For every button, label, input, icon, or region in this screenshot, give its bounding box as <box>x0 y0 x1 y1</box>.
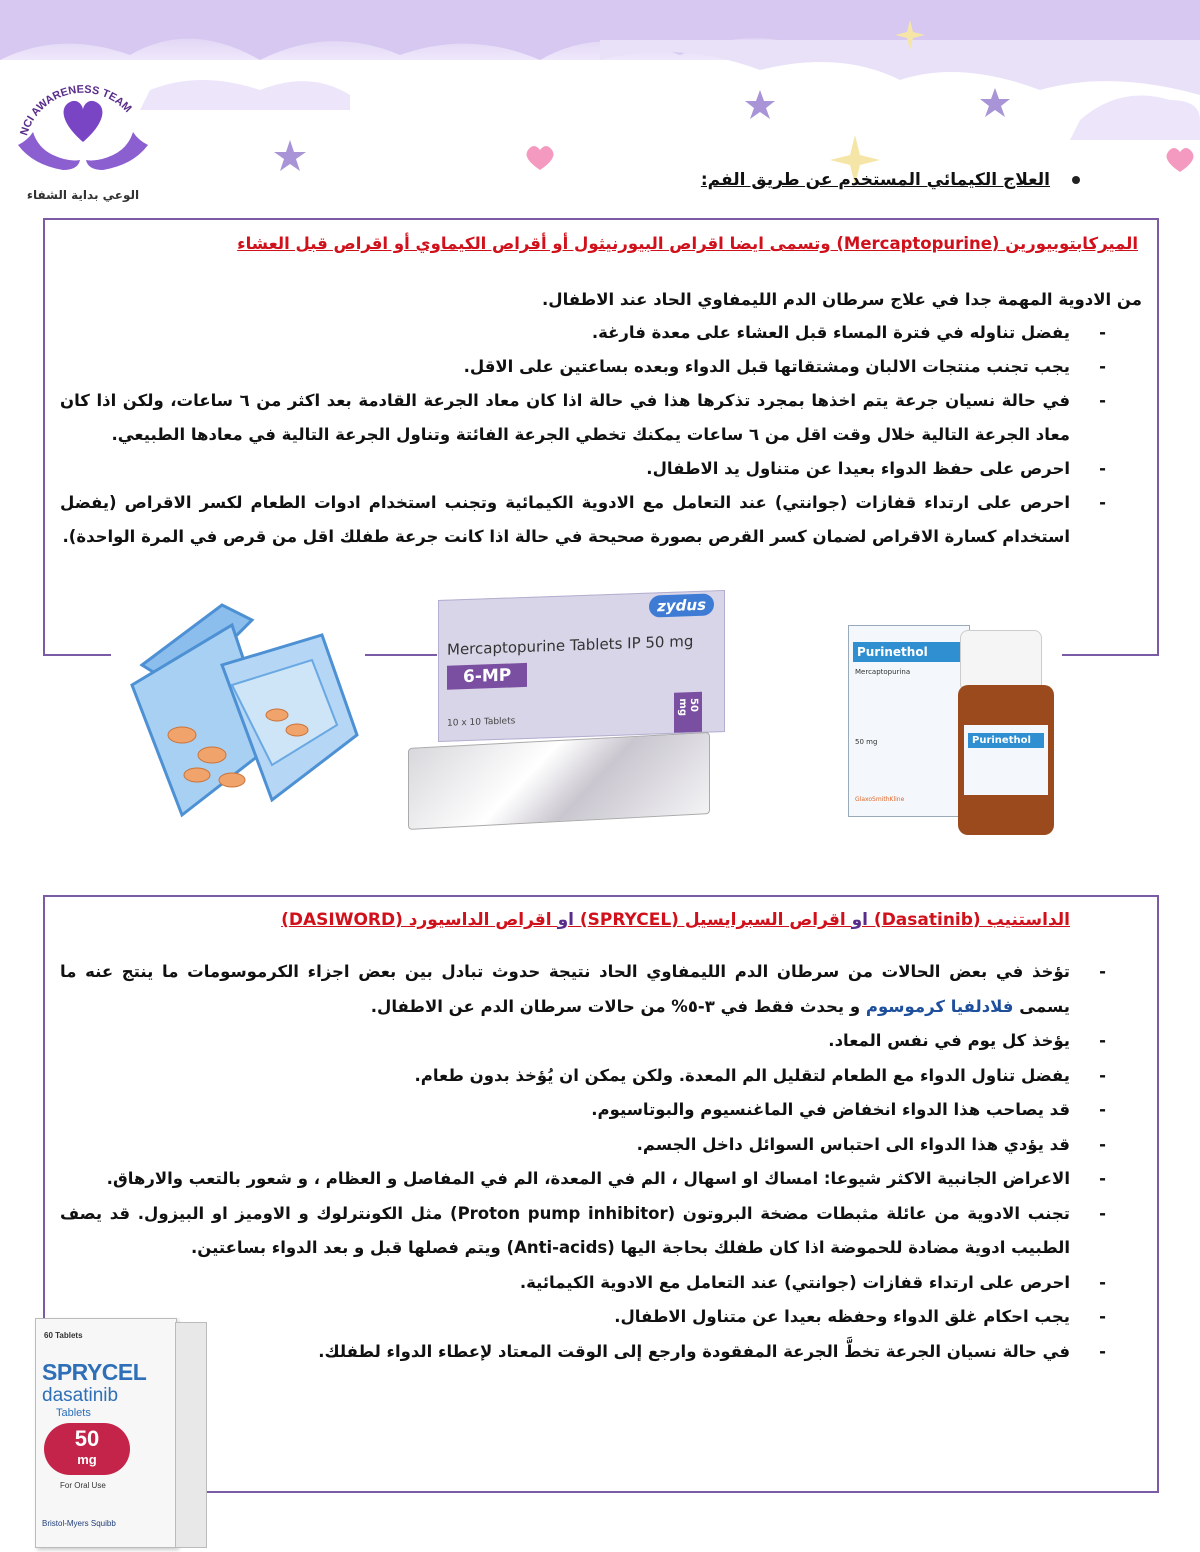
list-item: - احرص على ارتداء قفازات (جوانتي) عند التعامل مع الادوية الكيمائية وتجنب استخدام ادوات الطعام لكسر الاقراص (يفضل استخدام كسارة الاقراص لضمان كسر القرص بصورة صحيحة في حالة اذا كانت جرعة طفلك اقل من قرص في المرة الواحدة). <box>60 493 1106 546</box>
frame-line <box>43 654 111 656</box>
hand-icon <box>86 132 148 170</box>
nci-logo <box>8 70 158 210</box>
pack-count: 10 x 10 Tablets <box>447 716 516 729</box>
logo-subtitle: الوعي بداية الشفاء <box>26 188 140 202</box>
box-brand: SPRYCEL <box>42 1359 147 1385</box>
mercaptopurine-pack-image <box>408 590 718 830</box>
list-item: - يفضل تناوله في فترة المساء قبل العشاء على معدة فارغة. <box>591 323 1106 342</box>
section1-list <box>60 316 1106 554</box>
bottle-cap <box>960 630 1042 692</box>
bullet-icon <box>1072 176 1080 184</box>
blister-strip <box>408 732 710 830</box>
purinethol-image: Purinethol Mercaptopurina 50 mg GlaxoSmithKline Purinethol <box>848 620 1058 840</box>
list-item: - قد يؤدي هذا الدواء الى احتباس السوائل داخل الجسم. <box>636 1134 1106 1154</box>
section1-title: الميركابتوبيورين (Mercaptopurine) وتسمى ايضا اقراص البيورنيثول أو أقراص الكيماوي أو اقراص قبل العشاء <box>237 234 1138 253</box>
bottle-body: Purinethol <box>958 685 1054 835</box>
pack-name: Mercaptopurine Tablets IP 50 mg <box>447 632 694 659</box>
brand-label: zydus <box>649 593 714 617</box>
heart-icon <box>527 146 554 170</box>
list-item: - الاعراض الجانبية الاكثر شيوعا: امساك او اسهال ، الم في المعدة، الم في المفاصل و العظام ، و شعور بالتعب والارهاق. <box>106 1169 1106 1188</box>
list-item: - يؤخذ كل يوم في نفس المعاد. <box>828 1031 1106 1050</box>
list-item: - تجنب الادوية من عائلة مثبطات مضخة البروتون (Proton pump inhibitor) مثل الكونترلوك و الاوميز او البيزول. قد يصف الطبيب ادوية مضادة للحموضة اذا كان طفلك بحاجة اليها (Anti-acids) ويتم فصلها قبل و بعد الدواء بساعتين. <box>60 1203 1106 1257</box>
list-item: - احرص على حفظ الدواء بعيدا عن متناول يد الاطفال. <box>646 459 1106 478</box>
list-item: - احرص على ارتداء قفازات (جوانتي) عند التعامل مع الادوية الكيمائية. <box>519 1272 1106 1292</box>
logo-emblem <box>8 70 158 188</box>
pack-short: 6-MP <box>447 663 527 690</box>
page-heading: العلاج الكيمائي المستخدم عن طريق الفم: <box>701 170 1080 190</box>
list-item: - في حالة نسيان الجرعة تخطَّ الجرعة المفقودة وارجع إلى الوقت المعتاد لإعطاء الدواء لطفلك. <box>318 1341 1106 1361</box>
list-item: - يجب تجنب منتجات الالبان ومشتقاتها قبل الدواء وبعده بساعتين على الاقل. <box>463 357 1106 376</box>
pill-cutter-image <box>112 585 372 830</box>
sprycel-box-image: 60 Tablets SPRYCEL dasatinib Tablets 50 mg For Oral Use Bristol-Myers Squibb <box>35 1318 210 1548</box>
heart-icon <box>64 101 103 142</box>
hand-icon <box>18 132 80 170</box>
list-item: - تؤخذ في بعض الحالات من سرطان الدم الليمفاوي الحاد نتيجة حدوث تبادل بين بعض اجزاء الكرموسومات ما ينتج عنه ما يسمى فلادلفيا كرموسوم و يحدث فقط في ٣-٥% من حالات سرطان الدم عن الاطفال. <box>60 962 1106 1016</box>
list-item: - قد يصاحب هذا الدواء انخفاض في الماغنسيوم والبوتاسيوم. <box>591 1100 1106 1119</box>
list-item: - يفضل تناول الدواء مع الطعام لتقليل الم المعدة. ولكن يمكن ان يُؤخذ بدون طعام. <box>414 1065 1106 1085</box>
section2-title: الداستنيب (Dasatinib) او اقراص السبرايسيل (SPRYCEL) او اقراص الداسيورد (DASIWORD) <box>281 910 1070 930</box>
section1-intro: من الادوية المهمة جدا في علاج سرطان الدم الليمفاوي الحاد عند الاطفال. <box>542 290 1142 309</box>
section2-list <box>60 955 1106 1369</box>
list-item: - يجب احكام غلق الدواء وحفظه بعيدا عن متناول الاطفال. <box>614 1307 1106 1326</box>
box-side <box>175 1322 207 1548</box>
star-icon <box>274 88 1010 171</box>
list-item: - في حالة نسيان جرعة يتم اخذها بمجرد تذكرها هذا في حالة اذا كان معاد الجرعة القادمة بعد اكثر من ٦ ساعات، ولكن اذا كان معاد الجرعة التالية خلال وقت اقل من ٦ ساعات يمكنك تخطي الجرعة الفائتة وتناول الجرعة التالية في معادها الطبيعي. <box>60 391 1106 444</box>
logo-arc-text: NCI AWARENESS TEAM <box>18 83 134 138</box>
box-brand: Purinethol <box>853 642 965 662</box>
heart-icon <box>1167 148 1194 172</box>
frame-line <box>1062 654 1157 656</box>
dose-badge: 50 mg <box>44 1423 130 1475</box>
pack-dose: 50 mg <box>674 692 702 733</box>
